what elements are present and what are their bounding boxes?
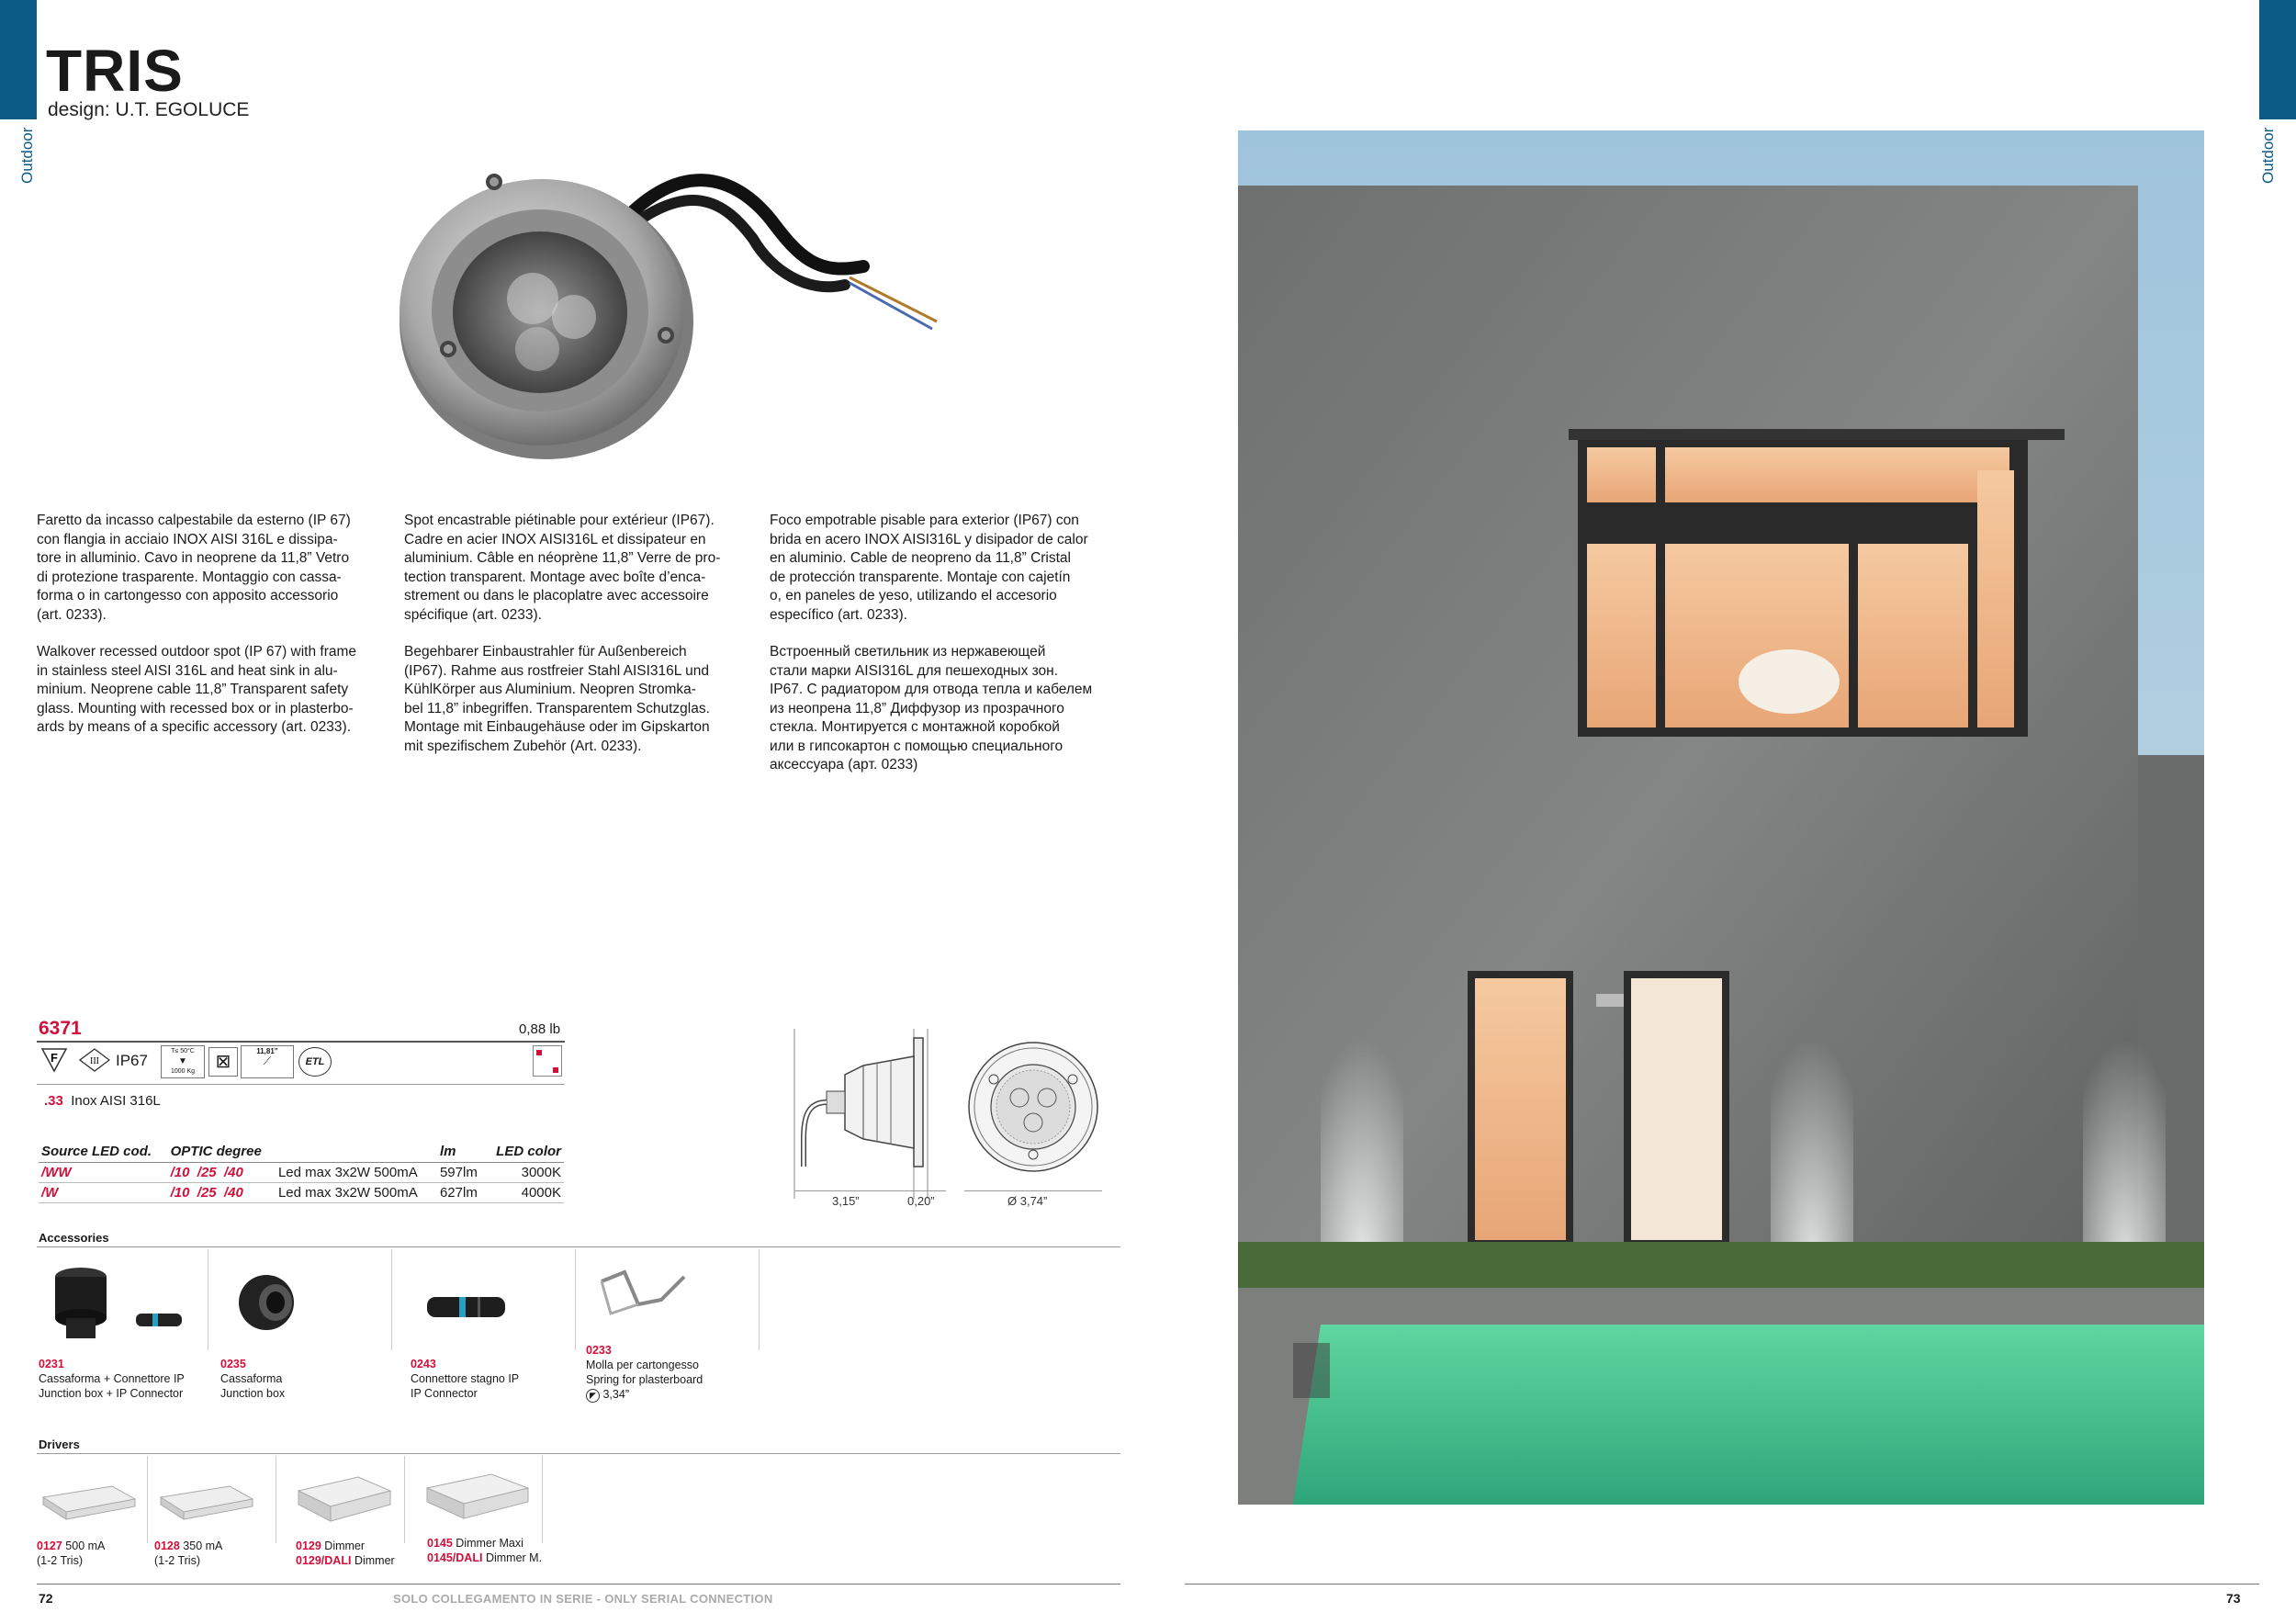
accessory-code: 0231 <box>39 1358 64 1370</box>
source-led-table <box>39 1141 564 1203</box>
page-number-right: 73 <box>2226 1591 2241 1606</box>
accessory-name-it: Cassaforma <box>220 1372 283 1385</box>
driver-0145 <box>427 1536 542 1565</box>
accessory-0235 <box>220 1357 285 1401</box>
driver-0129-photo <box>294 1468 395 1528</box>
accessory-name-en: Junction box <box>220 1387 286 1400</box>
row-color: 3000K <box>485 1163 564 1183</box>
driver-0128-photo <box>156 1479 257 1525</box>
page-number-left: 72 <box>39 1591 53 1606</box>
spring-photo <box>592 1263 693 1336</box>
dimension-flange: 0,20” <box>907 1194 935 1208</box>
driver-code: 0145 <box>427 1537 453 1550</box>
driver-divider-4 <box>542 1456 543 1543</box>
description-column-2 <box>404 512 744 774</box>
product-title: TRIS <box>46 38 184 104</box>
description-column-1 <box>37 512 377 756</box>
section-tab-right <box>2259 0 2296 119</box>
row-optic: /10 /25 /40 <box>168 1163 276 1183</box>
row-description: Led max 3x2W 500mA <box>276 1183 437 1203</box>
driver-code-dali: 0145/DALI <box>427 1551 483 1564</box>
driver-label: 350 mA <box>183 1539 223 1552</box>
class-iii-label: III <box>90 1056 99 1066</box>
section-tab-left <box>0 0 37 119</box>
accessory-0231 <box>39 1357 185 1401</box>
etl-icon: ETL <box>298 1047 332 1077</box>
junction-box-photo <box>225 1266 317 1339</box>
col-optic: OPTIC degree <box>168 1141 276 1163</box>
description-german: Begehbarer Einbaustrahler für Außenbereich (IP67). Rahme aus rostfreier Stahl AISI316L und KühlKörper aus Aluminium. Neopren Stromka- bel 11,8” inbegriffen. Transparentem Schutzglas. Montage mit Einbaugehäuse oder im Gipskarton mit spezifischem Zubehör (Art. 0233). <box>404 644 710 754</box>
table-row <box>39 1163 564 1183</box>
finish-code: .33 <box>44 1093 63 1109</box>
drivers-divider <box>37 1453 1120 1454</box>
col-description <box>276 1141 437 1163</box>
accessory-code: 0235 <box>220 1358 246 1370</box>
finish-name: Inox AISI 316L <box>71 1093 161 1109</box>
accessory-name-en: Junction box + IP Connector <box>39 1387 184 1400</box>
installation-photo <box>1238 130 2204 1505</box>
cable-icon: ⟋ <box>263 1054 272 1067</box>
row-code: /W <box>39 1183 168 1203</box>
cable-length-label: 11,81” <box>256 1047 278 1055</box>
front-view-drawing <box>964 1038 1102 1176</box>
row-optic: /10 /25 /40 <box>168 1183 276 1203</box>
driver-label: Dimmer <box>324 1539 366 1552</box>
accessory-name-it: Cassaforma + Connettore IP <box>39 1372 185 1385</box>
accessories-heading: Accessories <box>39 1231 109 1245</box>
driver-0127 <box>37 1539 105 1568</box>
driver-code: 0127 <box>37 1539 62 1552</box>
accessory-0235-image <box>391 1249 392 1350</box>
accessory-size-value: 3,34” <box>602 1388 629 1401</box>
driver-divider-3 <box>404 1456 405 1543</box>
side-view-drawing <box>790 1029 946 1203</box>
table-row <box>39 1183 564 1203</box>
ceiling-thickness-icon: ◤ <box>586 1389 600 1403</box>
finish-row <box>44 1093 161 1109</box>
dimension-line-left <box>794 1190 946 1191</box>
col-source-code: Source LED cod. <box>39 1141 168 1163</box>
cable-length-icon <box>241 1045 294 1078</box>
ip-connector-photo <box>422 1286 514 1332</box>
accessory-0243 <box>411 1357 519 1401</box>
driver-code: 0129 <box>296 1539 321 1552</box>
class-iii-icon <box>79 1048 110 1072</box>
description-column-3 <box>770 512 1109 794</box>
driver-sub: (1-2 Tris) <box>154 1554 200 1567</box>
driver-0129 <box>296 1539 395 1568</box>
temperature-label: T≤ 50°C <box>171 1048 195 1054</box>
product-code: 6371 <box>39 1018 82 1039</box>
row-code: /WW <box>39 1163 168 1183</box>
driver-label: Dimmer Maxi <box>456 1537 523 1550</box>
accessory-code: 0243 <box>411 1358 436 1370</box>
footer-line-right <box>1185 1584 2259 1585</box>
col-lumen: lm <box>437 1141 485 1163</box>
driver-0145-photo <box>422 1465 533 1525</box>
product-weight: 0,88 lb <box>519 1021 561 1037</box>
dimension-diameter: Ø 3,74” <box>1007 1194 1048 1208</box>
accessories-divider <box>37 1246 1120 1247</box>
serial-connection-note: SOLO COLLEGAMENTO IN SERIE - ONLY SERIAL CONNECTION <box>393 1592 773 1606</box>
accessory-name-it: Connettore stagno IP <box>411 1372 520 1385</box>
driver-code: 0128 <box>154 1539 180 1552</box>
description-english: Walkover recessed outdoor spot (IP 67) with frame in stainless steel AISI 316L and heat sink in alu- minium. Neoprene cable 11,8” Transparent safety glass. Mounting with recessed box or in plasterbo- ards by means of a specific accessory (art. 0233). <box>37 644 357 735</box>
accessory-0233 <box>586 1343 703 1403</box>
driver-0128 <box>154 1539 222 1568</box>
accessory-name-it: Molla per cartongesso <box>586 1359 699 1371</box>
section-label-right: Outdoor <box>2259 127 2277 184</box>
driver-sub: Dimmer <box>354 1554 395 1567</box>
finish-swatch-icon <box>533 1045 562 1077</box>
accessory-size <box>586 1387 703 1403</box>
col-led-color: LED color <box>485 1141 564 1163</box>
table-header-row <box>39 1141 564 1163</box>
accessory-code: 0233 <box>586 1344 612 1357</box>
no-cover-icon: ⊠ <box>208 1047 238 1077</box>
arrow-down-icon: ▼ <box>178 1056 187 1066</box>
class-f-label: F <box>51 1051 58 1065</box>
dimension-line-right <box>964 1190 1102 1191</box>
driver-divider-1 <box>147 1456 148 1543</box>
code-divider <box>37 1041 565 1043</box>
icons-divider <box>37 1084 565 1085</box>
accessory-0233-image <box>759 1249 760 1350</box>
accessory-name-en: Spring for plasterboard <box>586 1373 703 1386</box>
junction-box-connector-photo <box>44 1263 200 1346</box>
class-f-icon <box>40 1047 68 1073</box>
accessory-0243-image <box>575 1249 576 1350</box>
row-description: Led max 3x2W 500mA <box>276 1163 437 1183</box>
description-spanish: Foco empotrable pisable para exterior (IP67) con brida en acero INOX AISI316L y disipador de calor en aluminio. Cable de neopreno da 11,8” Cristal de protección transparente. Montaje con cajetín o, en paneles de yeso, utilizando el accesorio específico (art. 0233). <box>770 513 1088 623</box>
driver-0127-photo <box>39 1479 140 1525</box>
accessory-name-en: IP Connector <box>411 1387 478 1400</box>
row-color: 4000K <box>485 1183 564 1203</box>
load-label: 1000 Kg <box>170 1068 196 1075</box>
product-photo <box>386 119 974 459</box>
designer-credit: design: U.T. EGOLUCE <box>48 99 250 120</box>
row-lumen: 597lm <box>437 1163 485 1183</box>
description-french: Spot encastrable piétinable pour extérieur (IP67). Cadre en acier INOX AISI316L et dissipateur en aluminium. Câble en néoprène 11,8” Verre de pro- tection transparent. Montage avec boîte d’enca- strement ou dans le placoplatre avec accessoire spécifique (art. 0233). <box>404 513 721 623</box>
temperature-load-icon <box>161 1045 205 1078</box>
footer-line-left <box>37 1584 1120 1585</box>
description-russian: Встроенный светильник из нержавеющей стали марки AISI316L для пешеходных зон. IP67. С радиатором для отвода тепла и кабелем из неопрена 11,8” Диффузор из прозрачного стекла. Монтируется с монтажной коробкой или в гипсокартон с помощью специального аксессуара (apт. 0233) <box>770 644 1093 773</box>
section-label-left: Outdoor <box>18 127 36 184</box>
driver-code-dali: 0129/DALI <box>296 1554 352 1567</box>
driver-sub: Dimmer M. <box>485 1551 543 1564</box>
driver-sub: (1-2 Tris) <box>37 1554 83 1567</box>
dimension-height: 3,15” <box>832 1194 860 1208</box>
driver-label: 500 mA <box>65 1539 106 1552</box>
row-lumen: 627lm <box>437 1183 485 1203</box>
description-italian: Faretto da incasso calpestabile da esterno (IP 67) con flangia in acciaio INOX AISI 316L e dissipa- tore in alluminio. Cavo in neoprene da 11,8” Vetro di protezione trasparente. Montaggio con cassa- forma o in cartongesso con apposito accessorio (art. 0233). <box>37 513 351 623</box>
ip-rating: IP67 <box>116 1052 148 1069</box>
drivers-heading: Drivers <box>39 1438 80 1451</box>
